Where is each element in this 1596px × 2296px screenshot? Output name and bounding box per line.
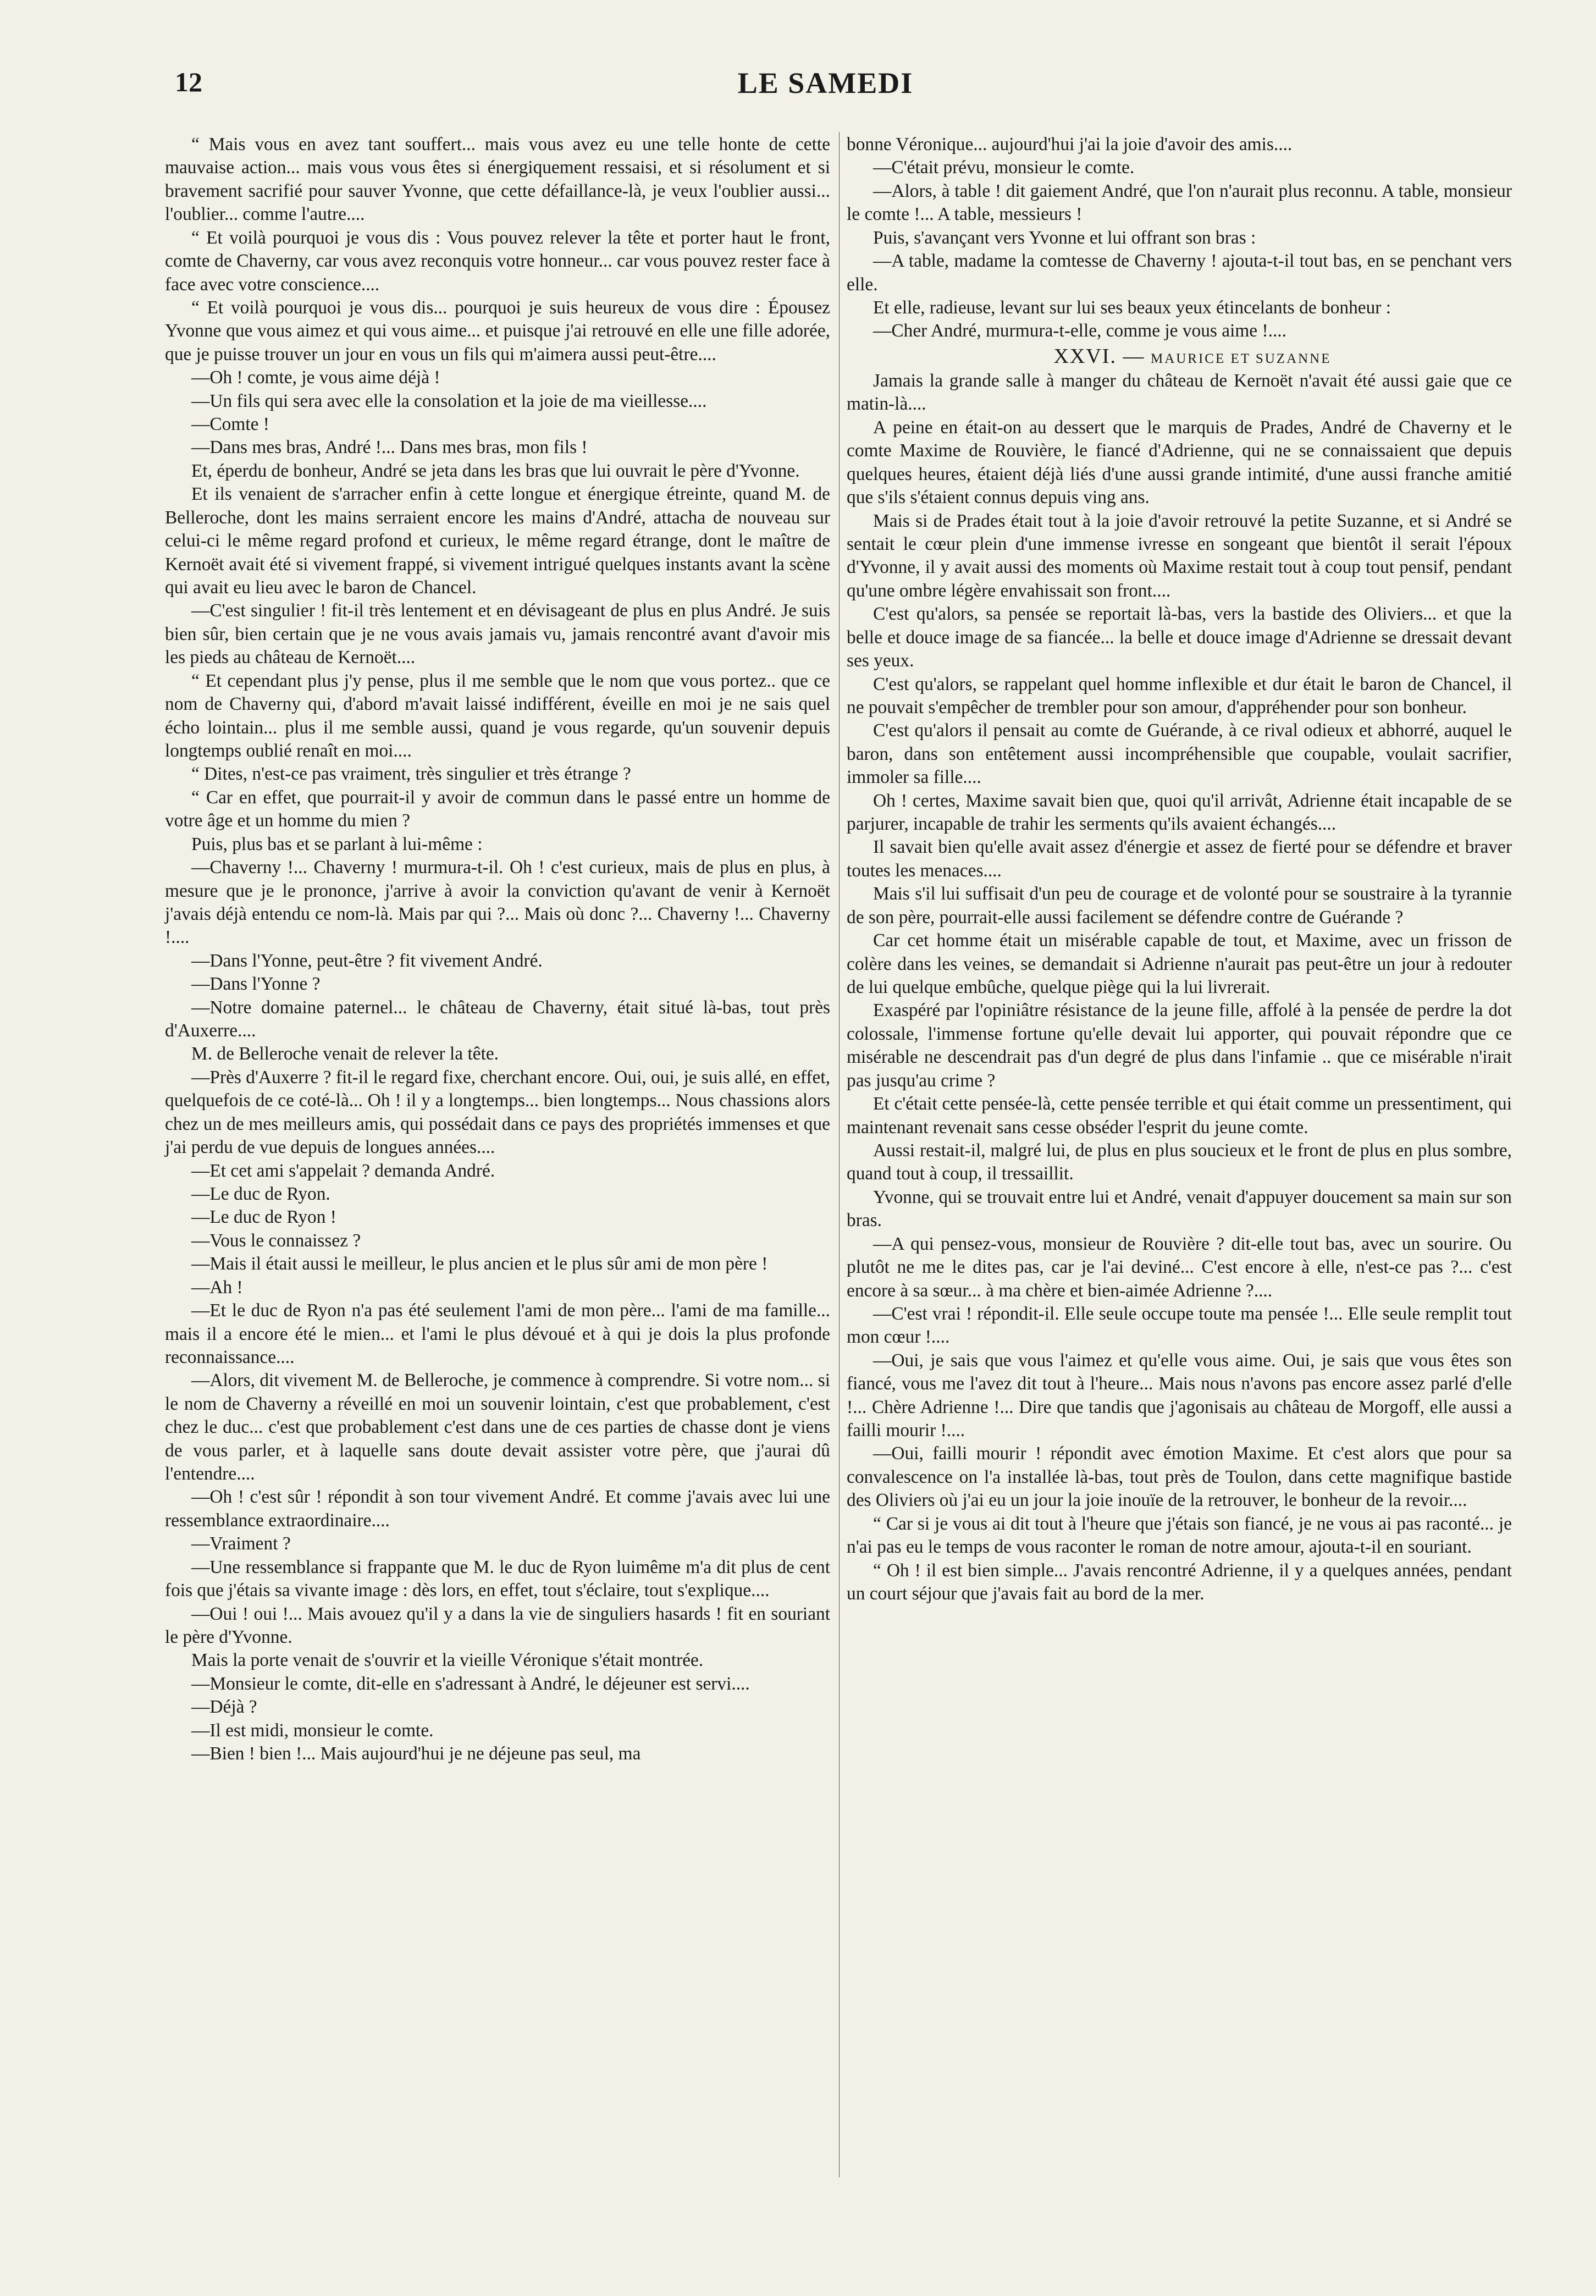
paragraph: —C'était prévu, monsieur le comte.	[873, 157, 1135, 178]
paragraph: —Ah !	[191, 1277, 243, 1298]
right-column-before-chapter	[847, 133, 1512, 343]
paragraph: —A qui pensez-vous, monsieur de Rouvière ? dit-elle tout bas, avec un sourire. Ou plutôt ne me le dites pas, car je l'ai deviné... C'est encore à elle, n'est-ce pas ?... c'est encore à sa sœur... à ma chère et bien-aimée Adrienne ?....	[847, 1233, 1512, 1301]
chapter-title: MAURICE ET SUZANNE	[1150, 351, 1332, 366]
chapter-heading	[847, 343, 1512, 369]
paragraph: Et, éperdu de bonheur, André se jeta dans les bras que lui ouvrait le père d'Yvonne.	[191, 460, 800, 481]
paragraph: C'est qu'alors il pensait au comte de Guérande, à ce rival odieux et abhorré, auquel le baron, dans son entêtement aussi incompréhensible que coupable, voulait sacrifier, immoler sa fille....	[847, 720, 1512, 788]
paragraph: —Notre domaine paternel... le château de Chaverny, était situé là-bas, tout près d'Auxerre....	[165, 997, 830, 1041]
paragraph: Puis, s'avançant vers Yvonne et lui offrant son bras :	[873, 227, 1256, 248]
paragraph: —Mais il était aussi le meilleur, le plus ancien et le plus sûr ami de mon père !	[191, 1254, 768, 1274]
paragraph: Exaspéré par l'opiniâtre résistance de la jeune fille, affolé à la pensée de perdre la dot colossale, l'immense fortune qu'elle devait lui apporter, qui pouvait répondre que ce misérable ne descendrait pas d'un degré de plus dans l'infamie .. que ce misérable n'irait pas jusqu'au crime ?	[847, 1000, 1512, 1091]
column-divider	[839, 132, 840, 2177]
paragraph: C'est qu'alors, se rappelant quel homme inflexible et dur était le baron de Chancel, il ne pouvait s'empêcher de trembler pour son amour, d'appréhender pour son bonheur.	[847, 674, 1512, 718]
paragraph: —C'est singulier ! fit-il très lentement et en dévisageant de plus en plus André. Je suis bien sûr, bien certain que je ne vous avais jamais vu, jamais rencontré avant d'avoir mis les pieds au château de Kernoët....	[165, 600, 830, 668]
paragraph: Jamais la grande salle à manger du château de Kernoët n'avait été aussi gaie que ce matin-là....	[847, 371, 1512, 415]
paragraph: —Alors, dit vivement M. de Belleroche, je commence à comprendre. Si votre nom... si le nom de Chaverny a réveillé en moi un souvenir lointain, c'est que probablement, c'est chez le duc... c'est que probablement c'est dans une de ces parties de chasse dont je viens de vous parler, et à laquelle sans doute devait assister votre père, que j'aurai dû l'entendre....	[165, 1370, 830, 1484]
paragraph: —C'est vrai ! répondit-il. Elle seule occupe toute ma pensée !... Elle seule remplit tout mon cœur !....	[847, 1303, 1512, 1348]
paragraph: “ Dites, n'est-ce pas vraiment, très singulier et très étrange ?	[191, 764, 631, 785]
paragraph: —Et le duc de Ryon n'a pas été seulement l'ami de mon père... l'ami de ma famille... mais il a encore été le mien... et l'ami le plus dévoué et à qui je dois la plus profonde reconnaissance....	[165, 1300, 830, 1367]
paragraph: bonne Véronique... aujourd'hui j'ai la joie d'avoir des amis....	[847, 134, 1293, 154]
paragraph: Puis, plus bas et se parlant à lui-même :	[191, 834, 483, 854]
paragraph: “ Et voilà pourquoi je vous dis... pourquoi je suis heureux de vous dire : Épousez Yvonne que vous aimez et qui vous aime... et puisque j'ai retrouvé en elle une fille adorée, que je puisse trouver un jour en vous un fils qui m'aimera aussi peut-être....	[165, 297, 830, 365]
paragraph: —Bien ! bien !... Mais aujourd'hui je ne déjeune pas seul, ma	[191, 1743, 641, 1764]
paragraph: —Dans mes bras, André !... Dans mes bras, mon fils !	[191, 437, 588, 458]
paragraph: “ Mais vous en avez tant souffert... mais vous avez eu une telle honte de cette mauvaise action... mais vous vous êtes si énergiquement ressaisi, et si résolument et si bravement sacrifié pour sauver Yvonne, que cette défaillance-là, je veux l'oublier aussi... l'oublier... comme l'autre....	[165, 134, 830, 225]
paragraph: —Une ressemblance si frappante que M. le duc de Ryon luimême m'a dit plus de cent fois que j'étais sa vivante image : dès lors, en effet, tout s'éclaire, tout s'explique....	[165, 1557, 830, 1601]
paragraph: —Dans l'Yonne, peut-être ? fit vivement André.	[191, 950, 543, 971]
paragraph: —Le duc de Ryon.	[191, 1183, 330, 1204]
paragraph: —Monsieur le comte, dit-elle en s'adressant à André, le déjeuner est servi....	[191, 1673, 750, 1694]
paragraph: Et c'était cette pensée-là, cette pensée terrible et qui était comme un pressentiment, qui maintenant revenait sans cesse obséder l'esprit du jeune comte.	[847, 1094, 1512, 1138]
paragraph: Mais si de Prades était tout à la joie d'avoir retrouvé la petite Suzanne, et si André se sentait le cœur plein d'une immense ivresse en songeant que bientôt il serait l'époux d'Yvonne, il y avait aussi des moments où Maxime restait tout à coup tout pensif, pendant qu'une ombre légère envahissait son front....	[847, 510, 1512, 601]
paragraph: M. de Belleroche venait de relever la tête.	[191, 1044, 499, 1064]
paragraph: —A table, madame la comtesse de Chaverny ! ajouta-t-il tout bas, en se penchant vers elle.	[847, 251, 1512, 295]
paragraph: —Près d'Auxerre ? fit-il le regard fixe, cherchant encore. Oui, oui, je suis allé, en effet, quelquefois de ce coté-là... Oh ! il y a longtemps... bien longtemps... Nous chassions alors chez un de mes meilleurs amis, qui possédait dans ce pays des propriétés immenses et que j'ai perdu de vue depuis de longues années....	[165, 1067, 830, 1158]
chapter-number: XXVI. —	[1053, 344, 1145, 368]
paragraph: Et elle, radieuse, levant sur lui ses beaux yeux étincelants de bonheur :	[873, 297, 1391, 318]
paragraph: —Oui, failli mourir ! répondit avec émotion Maxime. Et c'est alors que pour sa convalescence on l'a installée là-bas, tout près de Toulon, dans cette magnifique bastide des Oliviers où j'ai eu un jour la joie inouïe de la retrouver, le bonheur de la revoir....	[847, 1443, 1512, 1511]
paragraph: Mais la porte venait de s'ouvrir et la vieille Véronique s'était montrée.	[191, 1650, 704, 1671]
page-number: 12	[175, 67, 202, 97]
paragraph: —Le duc de Ryon !	[191, 1207, 336, 1228]
paragraph: —Oui ! oui !... Mais avouez qu'il y a dans la vie de singuliers hasards ! fit en souriant le père d'Yvonne.	[165, 1603, 830, 1647]
paragraph: —Déjà ?	[191, 1697, 257, 1718]
right-column	[847, 133, 1512, 1605]
paragraph: “ Et voilà pourquoi je vous dis : Vous pouvez relever la tête et porter haut le front, comte de Chaverny, car vous avez reconquis votre honneur... car vous pouvez rester face à face avec votre conscience....	[165, 227, 830, 295]
paragraph: —Oh ! c'est sûr ! répondit à son tour vivement André. Et comme j'avais avec lui une ressemblance extraordinaire....	[165, 1487, 830, 1531]
paragraph: —Oui, je sais que vous l'aimez et qu'elle vous aime. Oui, je sais que vous êtes son fiancé, vous me l'avez dit tout à l'heure... Mais nous n'avons pas encore assez parlé d'elle !... Chère Adrienne !... Dire que tandis que j'agonisais au château de Morgoff, elle aussi a failli mourir !....	[847, 1350, 1512, 1441]
paragraph: —Comte !	[191, 414, 269, 435]
paragraph: Yvonne, qui se trouvait entre lui et André, venait d'appuyer doucement sa main sur son bras.	[847, 1186, 1512, 1231]
page-header	[165, 66, 1486, 110]
paragraph: —Oh ! comte, je vous aime déjà !	[191, 367, 440, 388]
left-column	[165, 133, 830, 1766]
paragraph: —Il est midi, monsieur le comte.	[191, 1720, 434, 1741]
paragraph: “ Oh ! il est bien simple... J'avais rencontré Adrienne, il y a quelques années, pendant un court séjour que j'avais fait au bord de la mer.	[847, 1560, 1512, 1604]
paragraph: —Chaverny !... Chaverny ! murmura-t-il. Oh ! c'est curieux, mais de plus en plus, à mesure que je le prononce, j'arrive à avoir la conviction qu'avant de venir à Kernoët j'avais déjà entendu ce nom-là. Mais par qui ?... Mais où donc ?... Chaverny !... Chaverny !....	[165, 857, 830, 948]
paragraph: —Dans l'Yonne ?	[191, 974, 321, 995]
right-column-after-chapter	[847, 369, 1512, 1605]
paragraph: —Un fils qui sera avec elle la consolation et la joie de ma vieillesse....	[191, 390, 707, 411]
paragraph: C'est qu'alors, sa pensée se reportait là-bas, vers la bastide des Oliviers... et que la belle et douce image de sa fiancée... la belle et douce image d'Adrienne se dressait devant ses yeux.	[847, 604, 1512, 671]
paragraph: Et ils venaient de s'arracher enfin à cette longue et énergique étreinte, quand M. de Belleroche, dont les mains serraient encore les mains d'André, attacha de nouveau sur celui-ci le même regard profond et curieux, le même regard étrange, dont le maître de Kernoët avait été si vivement frappé, si vivement intrigué quelques instants avant la scène qui avait eu lieu avec le baron de Chancel.	[165, 484, 830, 598]
paragraph: —Cher André, murmura-t-elle, comme je vous aime !....	[873, 321, 1286, 341]
paragraph: —Vraiment ?	[191, 1533, 291, 1554]
paragraph: “ Car si je vous ai dit tout à l'heure que j'étais son fiancé, je ne vous ai pas raconté... je n'ai pas eu le temps de vous raconter le roman de notre amour, ajouta-t-il en souriant.	[847, 1513, 1512, 1558]
paragraph: Oh ! certes, Maxime savait bien que, quoi qu'il arrivât, Adrienne était incapable de se parjurer, incapable de trahir les serments qu'ils avaient échangés....	[847, 790, 1512, 835]
paragraph: A peine en était-on au dessert que le marquis de Prades, André de Chaverny et le comte Maxime de Rouvière, le fiancé d'Adrienne, qui ne se connaissaient que depuis quelques heures, étaient déjà liés d'une aussi grande intimité, d'une aussi franche amitié que s'ils s'étaient connus depuis ving ans.	[847, 417, 1512, 508]
paragraph: “ Et cependant plus j'y pense, plus il me semble que le nom que vous portez.. que ce nom de Chaverny qui, d'abord m'avait laissé indifférent, éveille en moi je ne sais quel écho lointain... plus il me semble aussi, quand je vous regarde, qu'un souvenir depuis longtemps oublié renaît en moi....	[165, 670, 830, 761]
paragraph: “ Car en effet, que pourrait-il y avoir de commun dans le passé entre un homme de votre âge et un homme du mien ?	[165, 787, 830, 831]
paragraph: Mais s'il lui suffisait d'un peu de courage et de volonté pour se soustraire à la tyrannie de son père, pourrait-elle aussi facilement se défendre contre de Guérande ?	[847, 884, 1512, 928]
paragraph: Aussi restait-il, malgré lui, de plus en plus soucieux et le front de plus en plus sombre, quand tout à coup, il tressaillit.	[847, 1140, 1512, 1184]
paragraph: Il savait bien qu'elle avait assez d'énergie et assez de fierté pour se défendre et braver toutes les menaces....	[847, 837, 1512, 881]
paragraph: —Alors, à table ! dit gaiement André, que l'on n'aurait plus reconnu. A table, monsieur le comte !... A table, messieurs !	[847, 180, 1512, 225]
paragraph: —Et cet ami s'appelait ? demanda André.	[191, 1160, 495, 1181]
paragraph: —Vous le connaissez ?	[191, 1230, 361, 1251]
running-title: LE SAMEDI	[737, 67, 914, 100]
paragraph: Car cet homme était un misérable capable de tout, et Maxime, avec un frisson de colère dans les veines, se demandait si Adrienne n'aurait pas peut-être un jour à redouter de lui quelque embûche, quelque piège qui la lui livrerait.	[847, 930, 1512, 998]
